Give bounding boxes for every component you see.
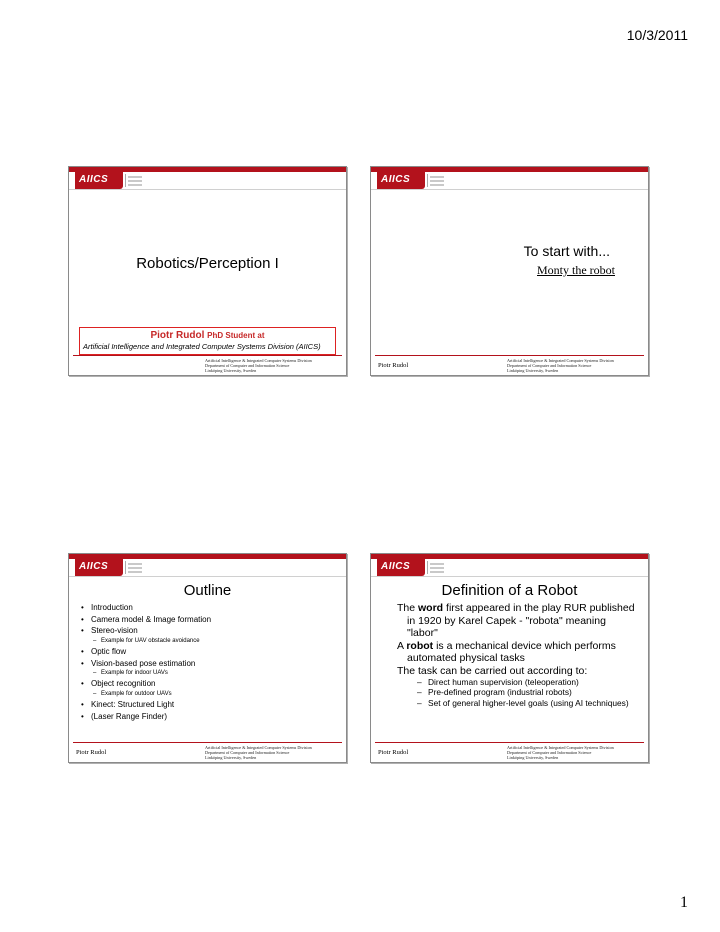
outline-item: • Stereo-vision (81, 625, 211, 637)
logo-text: AIICS (79, 561, 109, 572)
p1-post: first appeared in the play RUR published in 1920 by Karel Capek - "robota" meaning "labor" (407, 602, 635, 639)
org-line-1: Artificial Intelligence & Integrated Computer Systems Division (205, 358, 312, 363)
org-line-3: Linköping University, Sweden (507, 368, 559, 373)
header-rule (69, 189, 346, 190)
slide-header (371, 554, 648, 576)
outline-subitem: – Example for outdoor UAVs (81, 690, 211, 699)
logo-text: AIICS (79, 174, 109, 185)
definition-paragraph (397, 640, 637, 665)
slide-footer (69, 742, 346, 762)
slide-definition (370, 553, 649, 763)
p2-pre: A (397, 639, 407, 652)
logo-tagline (125, 561, 146, 574)
outline-item: • Optic flow (81, 646, 211, 658)
monty-link[interactable]: Monty the robot (537, 263, 615, 277)
aiics-logo (377, 559, 425, 576)
header-rule (371, 576, 648, 577)
outline-item: • Camera model & Image formation (81, 614, 211, 626)
footer-rule (375, 355, 644, 356)
slide-title (68, 166, 347, 376)
aiics-logo (75, 172, 123, 189)
outline-item: • (Laser Range Finder) (81, 711, 211, 723)
footer-author: Piotr Rudol (378, 362, 409, 369)
header-rule (69, 576, 346, 577)
slide-header (371, 167, 648, 189)
outline-subitem: – Example for indoor UAVs (81, 669, 211, 678)
p2-post: is a mechanical device which performs automated physical tasks (407, 639, 616, 664)
outline-item: • Vision-based pose estimation (81, 658, 211, 670)
footer-org (507, 745, 614, 760)
presenter-box (79, 327, 336, 355)
outline-item: • Introduction (81, 602, 211, 614)
slide-title-text: Robotics/Perception I (136, 255, 279, 272)
slide-intro (370, 166, 649, 376)
org-line-3: Linköping University, Sweden (205, 755, 257, 760)
logo-text: AIICS (381, 561, 411, 572)
org-line-2: Department of Computer and Information Science (507, 750, 592, 755)
p2-bold: robot (406, 639, 434, 652)
outline-list (81, 602, 211, 722)
footer-org (507, 358, 614, 373)
definition-subitem: – Set of general higher-level goals (using AI techniques) (397, 698, 637, 708)
definition-paragraph (397, 602, 637, 640)
presenter-name: Piotr Rudol (150, 330, 205, 341)
footer-org (205, 358, 312, 373)
slide-title-text: Outline (183, 582, 232, 599)
page-number: 1 (680, 894, 688, 911)
org-line-2: Department of Computer and Information Science (507, 363, 592, 368)
definition-subitem: – Direct human supervision (teleoperation) (397, 677, 637, 687)
footer-org (205, 745, 312, 760)
logo-tagline (427, 174, 448, 187)
org-line-2: Department of Computer and Information Science (205, 363, 290, 368)
logo-tagline (427, 561, 448, 574)
page-date: 10/3/2011 (626, 27, 688, 43)
footer-rule (73, 355, 342, 356)
footer-author: Piotr Rudol (76, 749, 107, 756)
slide-footer (69, 355, 346, 375)
org-line-1: Artificial Intelligence & Integrated Computer Systems Division (507, 745, 614, 750)
p1-pre: The (397, 602, 419, 614)
aiics-logo (377, 172, 425, 189)
division-name: Artificial Intelligence and Integrated Computer Systems Division (AIICS) (83, 342, 321, 351)
org-line-1: Artificial Intelligence & Integrated Computer Systems Division (205, 745, 312, 750)
outline-item: • Kinect: Structured Light (81, 699, 211, 711)
org-line-3: Linköping University, Sweden (205, 368, 257, 373)
org-line-1: Artificial Intelligence & Integrated Computer Systems Division (507, 358, 614, 363)
org-line-2: Department of Computer and Information Science (205, 750, 290, 755)
header-rule (371, 189, 648, 190)
slide-title-text: Definition of a Robot (441, 582, 578, 599)
slide-outline (68, 553, 347, 763)
definition-subitem: – Pre-defined program (industrial robots) (397, 687, 637, 697)
slide-footer (371, 742, 648, 762)
outline-subitem: – Example for UAV obstacle avoidance (81, 637, 211, 646)
logo-text: AIICS (381, 174, 411, 185)
outline-item: • Object recognition (81, 678, 211, 690)
slide-footer (371, 355, 648, 375)
presenter-line (80, 330, 335, 341)
slide-header (69, 554, 346, 576)
definition-paragraph: The task can be carried out according to: (397, 664, 588, 677)
slide-title-text: To start with... (523, 243, 610, 259)
aiics-logo (75, 559, 123, 576)
definition-body (397, 602, 637, 708)
footer-rule (375, 742, 644, 743)
org-line-3: Linköping University, Sweden (507, 755, 559, 760)
slide-header (69, 167, 346, 189)
logo-tagline (125, 174, 146, 187)
p1-bold: word (418, 602, 444, 614)
presenter-role: PhD Student at (207, 331, 265, 340)
footer-rule (73, 742, 342, 743)
footer-author: Piotr Rudol (378, 749, 409, 756)
